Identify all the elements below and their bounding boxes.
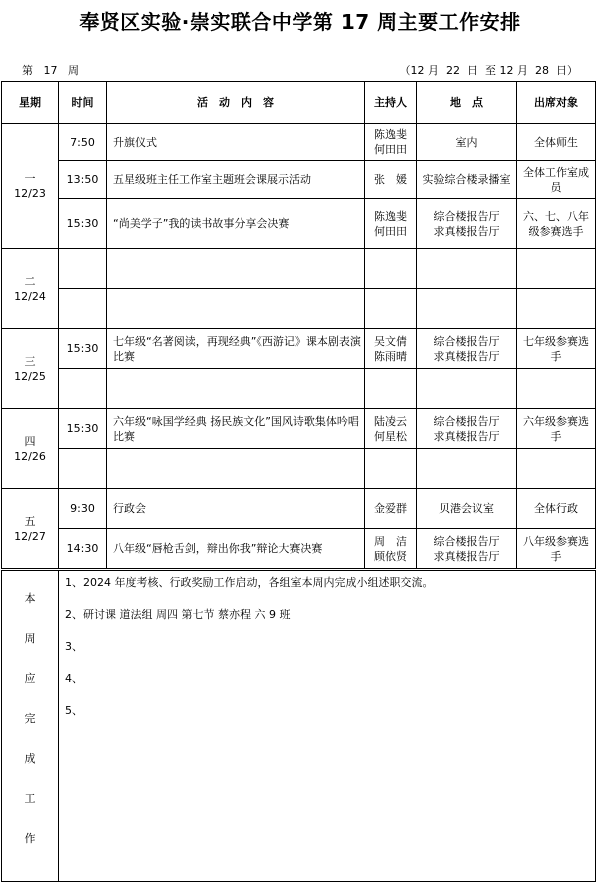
weekly-tasks-label-char: 应	[24, 672, 36, 685]
attendees-cell	[517, 289, 596, 329]
weekday-label: 二	[24, 274, 36, 288]
header-time: 时间	[59, 82, 107, 124]
attendees-cell	[517, 369, 596, 409]
location-cell	[417, 449, 517, 489]
schedule-row	[2, 449, 596, 489]
page-title: 奉贤区实验·崇实联合中学第 17 周主要工作安排	[79, 10, 521, 34]
weekday-label: 三	[24, 354, 36, 368]
weekly-tasks-table	[1, 570, 596, 882]
activity-cell: 七年级“名著阅读，再现经典”《西游记》课本剧表演比赛	[107, 329, 365, 369]
host-cell: 吴文倩 陈雨晴	[365, 329, 417, 369]
activity-cell	[107, 449, 365, 489]
header-attendees: 出席对象	[517, 82, 596, 124]
schedule-row	[2, 249, 596, 289]
weekly-tasks-label-char: 本	[24, 592, 36, 605]
weekly-tasks-label-char: 作	[24, 832, 36, 845]
weekly-tasks-label-char: 成	[24, 752, 36, 765]
host-cell: 张 媛	[365, 161, 417, 199]
activity-cell: 行政会	[107, 489, 365, 529]
weekly-tasks-label-char: 完	[24, 712, 36, 725]
day-cell	[2, 409, 59, 489]
time-cell	[59, 289, 107, 329]
weekday-label: 四	[24, 434, 36, 448]
time-cell: 15:30	[59, 409, 107, 449]
location-cell: 综合楼报告厅 求真楼报告厅	[417, 329, 517, 369]
host-cell: 金爱群	[365, 489, 417, 529]
weekly-task-item: 3、	[65, 640, 83, 653]
location-cell	[417, 249, 517, 289]
day-cell	[2, 489, 59, 569]
time-cell: 14:30	[59, 529, 107, 569]
host-cell	[365, 289, 417, 329]
weekly-tasks-label-char: 工	[24, 792, 36, 805]
day-date: 12/24	[14, 289, 46, 303]
time-cell: 13:50	[59, 161, 107, 199]
schedule-row	[2, 409, 596, 449]
weekday-label: 一	[24, 172, 36, 185]
time-cell	[59, 249, 107, 289]
activity-cell: 升旗仪式	[107, 124, 365, 161]
schedule-table	[1, 81, 596, 569]
location-cell: 综合楼报告厅 求真楼报告厅	[417, 409, 517, 449]
weekly-tasks-list	[59, 571, 596, 882]
location-cell: 贝港会议室	[417, 489, 517, 529]
header-row	[2, 82, 596, 124]
weekday-label: 五	[24, 514, 36, 528]
weekly-tasks-label	[2, 571, 59, 882]
day-date: 12/23	[14, 187, 46, 200]
attendees-cell: 七年级参赛选手	[517, 329, 596, 369]
week-number: 第 17 周	[22, 64, 79, 77]
host-cell	[365, 369, 417, 409]
activity-cell: 五星级班主任工作室主题班会课展示活动	[107, 161, 365, 199]
schedule-row	[2, 369, 596, 409]
host-cell: 陈逸斐 何田田	[365, 199, 417, 249]
weekly-task-item: 1、2024 年度考核、行政奖励工作启动，各组室本周内完成小组述职交流。	[65, 576, 434, 589]
header-host: 主持人	[365, 82, 417, 124]
weekly-task-item: 2、研讨课 道法组 周四 第七节 蔡亦程 六 9 班	[65, 608, 291, 621]
time-cell: 9:30	[59, 489, 107, 529]
activity-cell: “尚美学子”我的读书故事分享会决赛	[107, 199, 365, 249]
location-cell	[417, 369, 517, 409]
header-day: 星期	[2, 82, 59, 124]
day-cell	[2, 329, 59, 409]
attendees-cell	[517, 249, 596, 289]
weekly-tasks-label-char: 周	[24, 632, 36, 645]
schedule-row	[2, 489, 596, 529]
host-cell: 陈逸斐 何田田	[365, 124, 417, 161]
day-date: 12/27	[14, 529, 46, 543]
time-cell	[59, 369, 107, 409]
location-cell	[417, 289, 517, 329]
attendees-cell: 全体师生	[517, 124, 596, 161]
schedule-row	[2, 289, 596, 329]
activity-cell	[107, 289, 365, 329]
weekly-task-item: 4、	[65, 672, 83, 685]
activity-cell	[107, 369, 365, 409]
host-cell: 周 洁 顾依贤	[365, 529, 417, 569]
location-cell: 室内	[417, 124, 517, 161]
schedule-row	[2, 529, 596, 569]
activity-cell: 六年级“咏国学经典 扬民族文化”国风诗歌集体吟唱比赛	[107, 409, 365, 449]
time-cell: 7:50	[59, 124, 107, 161]
schedule-row	[2, 199, 596, 249]
location-cell: 实验综合楼录播室	[417, 161, 517, 199]
weekly-task-item: 5、	[65, 704, 83, 717]
day-date: 12/26	[14, 449, 46, 463]
host-cell	[365, 449, 417, 489]
host-cell: 陆凌云 何星松	[365, 409, 417, 449]
schedule-row	[2, 329, 596, 369]
attendees-cell: 六年级参赛选手	[517, 409, 596, 449]
header-content: 活 动 内 容	[107, 82, 365, 124]
time-cell: 15:30	[59, 199, 107, 249]
activity-cell: 八年级“唇枪舌剑，辩出你我”辩论大赛决赛	[107, 529, 365, 569]
day-cell	[2, 249, 59, 329]
day-date: 12/25	[14, 369, 46, 383]
location-cell: 综合楼报告厅 求真楼报告厅	[417, 199, 517, 249]
attendees-cell: 全体行政	[517, 489, 596, 529]
activity-cell	[107, 249, 365, 289]
location-cell: 综合楼报告厅 求真楼报告厅	[417, 529, 517, 569]
attendees-cell: 八年级参赛选手	[517, 529, 596, 569]
date-range: （12 月 22 日 至 12 月 28 日）	[399, 64, 578, 77]
host-cell	[365, 249, 417, 289]
attendees-cell: 六、七、八年级参赛选手	[517, 199, 596, 249]
schedule-row	[2, 124, 596, 161]
day-cell	[2, 124, 59, 249]
attendees-cell: 全体工作室成员	[517, 161, 596, 199]
header-location: 地 点	[417, 82, 517, 124]
time-cell: 15:30	[59, 329, 107, 369]
schedule-row	[2, 161, 596, 199]
time-cell	[59, 449, 107, 489]
attendees-cell	[517, 449, 596, 489]
